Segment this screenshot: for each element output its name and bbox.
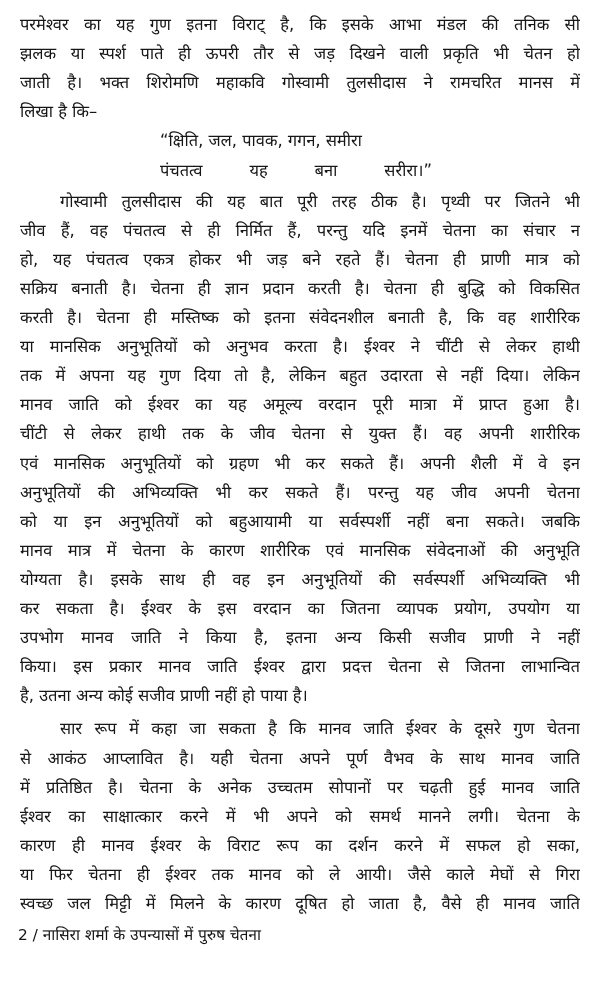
- text-line: अनुभूतियों की अभिव्यक्ति भी कर सकते हैं। परन्तु यह जीव अपनी चेतना: [20, 482, 580, 502]
- text-line: गोस्वामी तुलसीदास की यह बात पूरी तरह ठीक है। पृथ्वी पर जितने भी: [60, 191, 580, 211]
- text-line: ईश्वर का साक्षात्कार करने में भी अपने को समर्थ मानने लगी। चेतना के: [20, 806, 580, 826]
- text-line: सक्रिय बनाती है। चेतना ही ज्ञान प्रदान करती है। चेतना ही बुद्धि को विकसित: [20, 278, 580, 298]
- text-line: है, उतना अन्य कोई सजीव प्राणी नहीं हो पाया है।: [20, 686, 308, 706]
- text-line: जाती है। भक्त शिरोमणि महाकवि गोस्वामी तुलसीदास ने रामचरित मानस में: [20, 73, 580, 93]
- text-line: योग्यता है। इसके साथ ही वह इन अनुभूतियों की सर्वस्पर्शी अभिव्यक्ति भी: [20, 569, 580, 589]
- text-line: जीव हैं, वह पंचतत्व से ही निर्मित हैं, परन्तु यदि इनमें चेतना का संचार न: [20, 220, 580, 240]
- page-footer: 2 / नासिरा शर्मा के उपन्यासों में पुरुष चेतना: [18, 926, 261, 945]
- text-line: मानव जाति को ईश्वर का यह अमूल्य वरदान पूरी मात्रा में प्राप्त हुआ है।: [20, 395, 580, 415]
- verse-line-1: “क्षिति, जल, पावक, गगन, समीरा: [160, 131, 362, 151]
- text-line: कारण ही मानव ईश्वर के विराट रूप का दर्शन करने में सफल हो सका,: [20, 835, 580, 855]
- text-line: को या इन अनुभूतियों को बहुआयामी या सर्वस्पर्शी नहीं बना सकते। जबकि: [20, 511, 580, 531]
- text-line: तक में अपना यह गुण दिया तो है, लेकिन बहुत उदारता से नहीं दिया। लेकिन: [20, 366, 580, 386]
- text-line: एवं मानसिक अनुभूतियों को ग्रहण भी कर सकते हैं। अपनी शैली में वे इन: [20, 453, 580, 473]
- text-line: उपभोग मानव जाति ने किया है, इतना अन्य किसी सजीव प्राणी ने नहीं: [20, 628, 580, 648]
- text-line: परमेश्वर का यह गुण इतना विराट् है, कि इसके आभा मंडल की तनिक सी: [20, 15, 580, 34]
- text-line: चींटी से लेकर हाथी तक के जीव चेतना से युक्त हैं। वह अपनी शारीरिक: [20, 424, 580, 444]
- verse-line-2: पंचतत्व यह बना सरीरा।”: [160, 160, 432, 180]
- text-line: करती है। चेतना ही मस्तिष्क को इतना संवेदनशील बनाती है, कि वह शारीरिक: [20, 308, 580, 327]
- text-line: कर सकता है। ईश्वर के इस वरदान का जितना व्यापक प्रयोग, उपयोग या: [20, 599, 580, 618]
- text-line: लिखा है कि–: [20, 102, 98, 122]
- text-line: हो, यह पंचतत्व एकत्र होकर भी जड़ बने रहते हैं। चेतना ही प्राणी मात्र को: [20, 249, 580, 269]
- text-line: से आकंठ आप्लावित है। यही चेतना अपने पूर्ण वैभव के साथ मानव जाति: [20, 748, 580, 768]
- text-line: मानव मात्र में चेतना के कारण शारीरिक एवं मानसिक संवेदनाओं की अनुभूति: [20, 540, 580, 560]
- text-line: झलक या स्पर्श पाते ही ऊपरी तौर से जड़ दिखने वाली प्रकृति भी चेतन हो: [20, 44, 580, 64]
- text-line: या फिर चेतना ही ईश्वर तक मानव को ले आयी। जैसे काले मेघों से गिरा: [20, 864, 580, 884]
- text-line: किया। इस प्रकार मानव जाति ईश्वर द्वारा प्रदत्त चेतना से जितना लाभान्वित: [20, 657, 580, 677]
- text-line: में प्रतिष्ठित है। चेतना के अनेक उच्चतम सोपानों पर चढ़ती हुई मानव जाति: [20, 777, 580, 797]
- text-line: स्वच्छ जल मिट्टी में मिलने के कारण दूषित हो जाता है, वैसे ही मानव जाति: [20, 894, 580, 913]
- text-line: या मानसिक अनुभूतियों को अनुभव करता है। ईश्वर ने चींटी से लेकर हाथी: [20, 337, 580, 357]
- text-line: सार रूप में कहा जा सकता है कि मानव जाति ईश्वर के दूसरे गुण चेतना: [60, 719, 580, 739]
